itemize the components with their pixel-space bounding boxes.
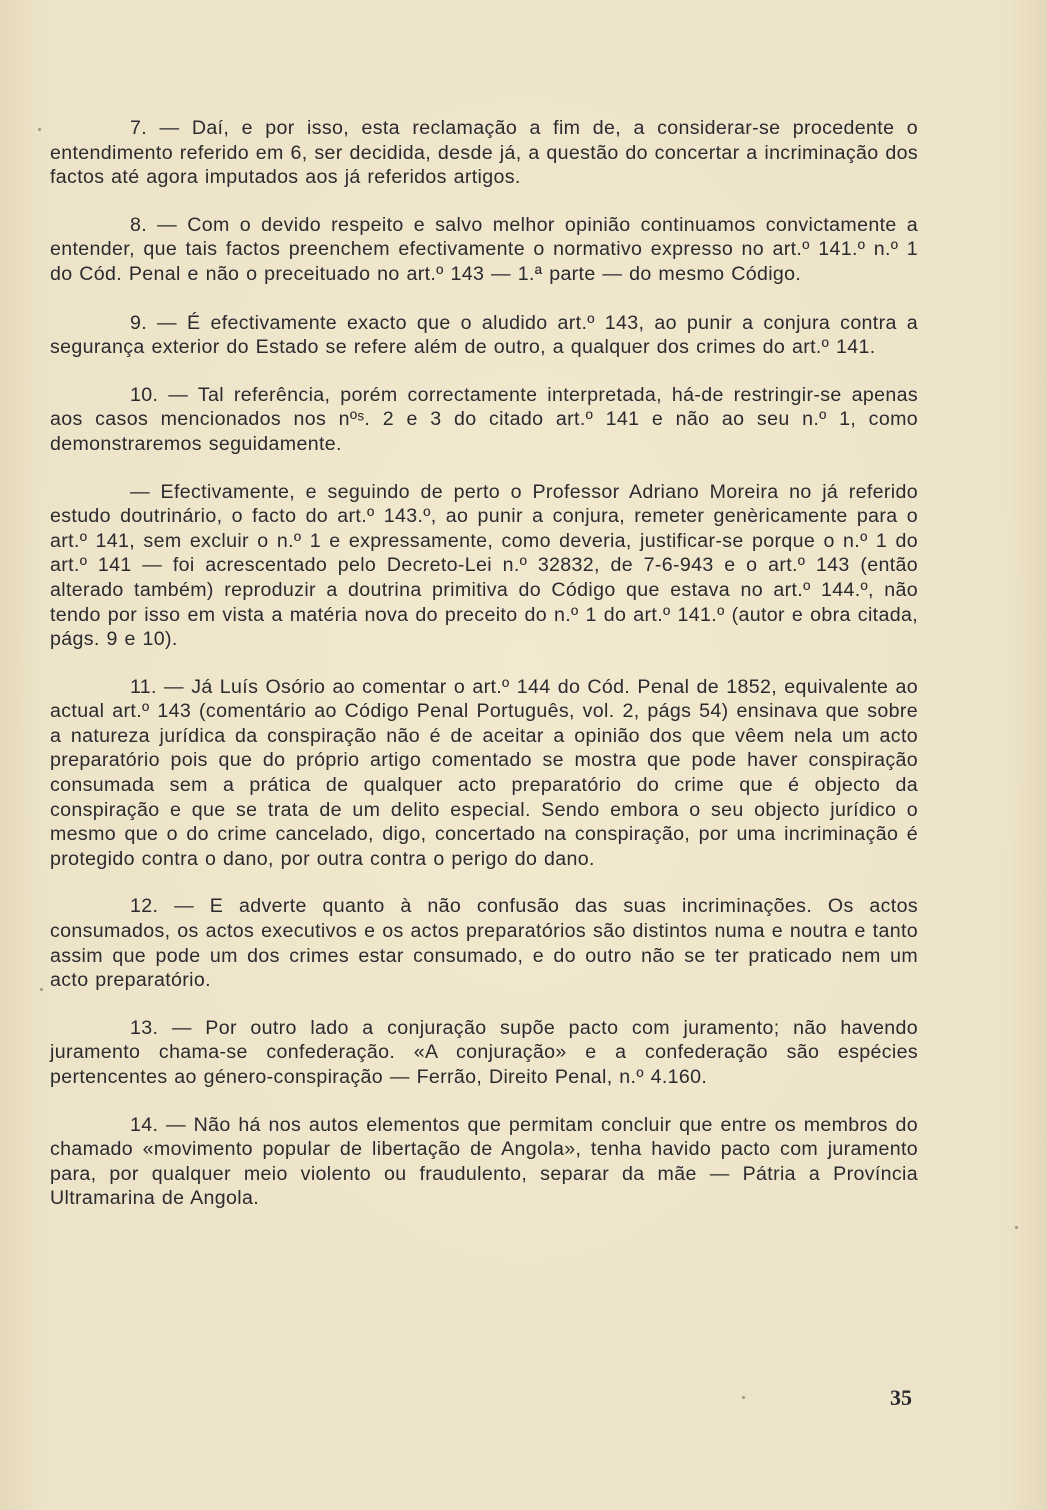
document-body: [50, 116, 918, 1211]
scan-speck: [38, 128, 41, 131]
paragraph-8: 8. — Com o devido respeito e salvo melhor opinião continuamos convictamente a entender, que tais factos preenchem efectivamente o normativo expresso no art.º 141.º n.º 1 do Cód. Penal e não o preceituado no art.º 143 — 1.ª parte — do mesmo Código.: [50, 213, 918, 285]
scan-speck: [40, 988, 43, 991]
paragraph-14: 14. — Não há nos autos elementos que permitam concluir que entre os membros do chamado «movimento popular de libertação de Angola», tenha havido pacto com juramento para, por qualquer meio violento ou fraudulento, separar da mãe — Pátria a Província Ultramarina de Angola.: [50, 1113, 918, 1210]
page-number: 35: [890, 1385, 912, 1410]
paragraph-11: 11. — Já Luís Osório ao comentar o art.º 144 do Cód. Penal de 1852, equivalente ao actual art.º 143 (comentário ao Código Penal Português, vol. 2, págs 54) ensinava que sobre a natureza jurídica da conspiração não é de aceitar a opinião dos que vêem nela um acto preparatório pois que do próprio artigo comentado se mostra que pode haver conspiração consumada sem a prática de qualquer acto preparatório do crime que é objecto da conspiração e que se trata de um delito especial. Sendo embora o seu objecto jurídico o mesmo que o do crime cancelado, digo, concertado na conspiração, por uma incriminação é protegido contra o dano, por outra contra o perigo do dano.: [50, 675, 918, 870]
scan-speck: [1015, 1226, 1018, 1229]
paragraph-7: 7. — Daí, e por isso, esta reclamação a fim de, a considerar-se procedente o entendimento referido em 6, ser decidida, desde já, a questão do concertar a incriminação dos factos até agora imputados aos já referidos artigos.: [50, 117, 918, 189]
paragraph-9: 9. — É efectivamente exacto que o aludido art.º 143, ao punir a conjura contra a segurança exterior do Estado se refere além de outro, a qualquer dos crimes do art.º 141.: [50, 311, 918, 359]
paragraph-12: 12. — E adverte quanto à não confusão das suas incriminações. Os actos consumados, os actos executivos e os actos preparatórios são distintos numa e noutra e tanto assim que pode um dos crimes estar consumado, e do outro não se ter praticado nem um acto preparatório.: [50, 895, 918, 992]
paragraph-10: 10. — Tal referência, porém correctamente interpretada, há-de restringir-se apenas aos casos mencionados nos nºˢ. 2 e 3 do citado art.º 141 e não ao seu n.º 1, como demonstraremos seguidamente.: [50, 383, 918, 455]
paragraph-10-continuation: — Efectivamente, e seguindo de perto o Professor Adriano Moreira no já referido estudo doutrinário, o facto do art.º 143.º, ao punir a conjura, remeter genèricamente para o art.º 141, sem excluir o n.º 1 e expressamente, como deveria, justificar-se porque o n.º 1 do art.º 141 — foi acrescentado pelo Decreto-Lei n.º 32832, de 7-6-943 e o art.º 143 (então alterado também) reproduzir a doutrina primitiva do Código que estava no art.º 144.º, não tendo por isso em vista a matéria nova do preceito do n.º 1 do art.º 141.º (autor e obra citada, págs. 9 e 10).: [50, 480, 918, 651]
scan-speck: [742, 1396, 745, 1399]
paragraph-13: 13. — Por outro lado a conjuração supõe pacto com juramento; não havendo juramento chama-se confederação. «A conjuração» e a confederação são espécies pertencentes ao género-conspiração — Ferrão, Direito Penal, n.º 4.160.: [50, 1016, 918, 1088]
